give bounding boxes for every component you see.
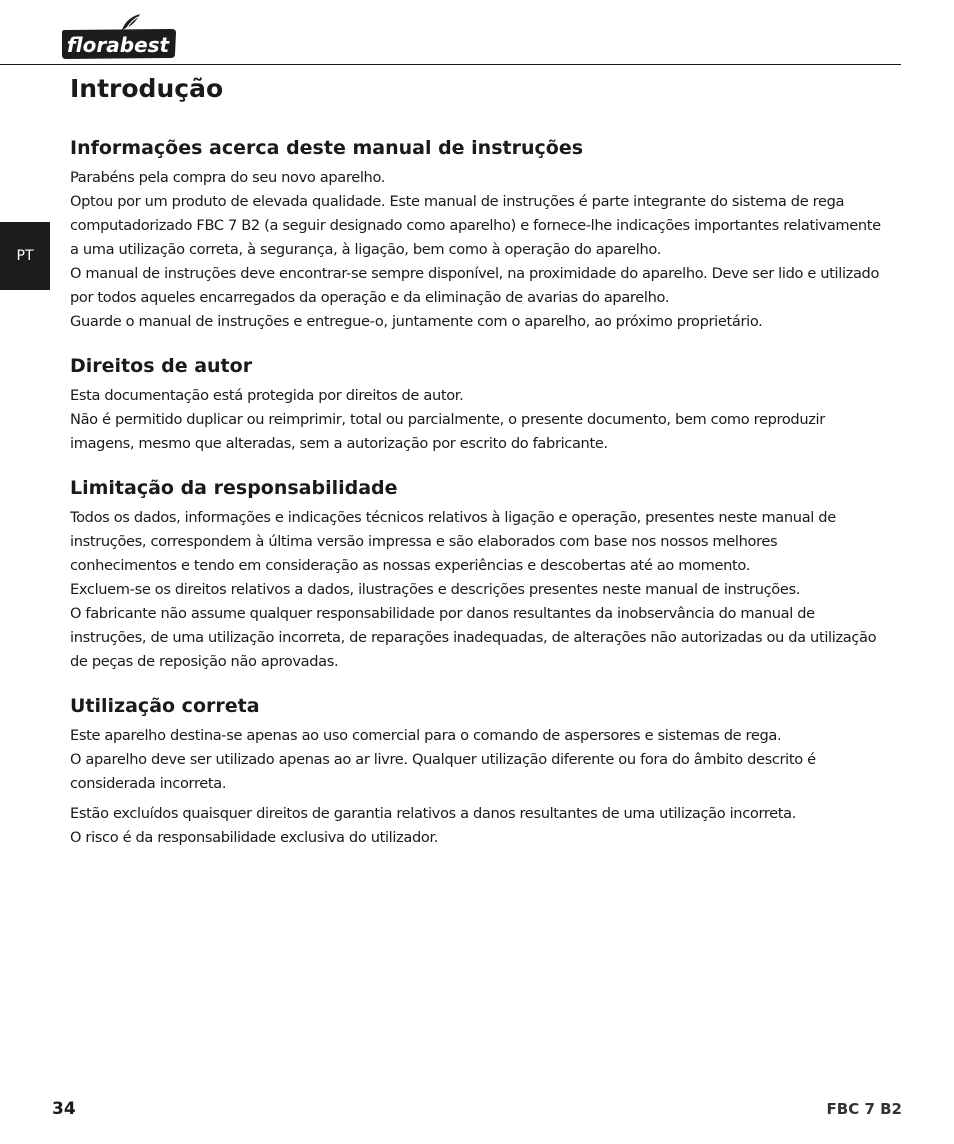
paragraph: Não é permitido duplicar ou reimprimir, total ou parcialmente, o presente documento, bem como reproduzir imagens, mesmo que alteradas, sem a autorização por escrito do fabricante. [70,411,825,452]
paragraph: Parabéns pela compra do seu novo aparelho. [70,169,386,186]
page-number: 34 [52,1099,76,1119]
logo-text: florabest [66,33,170,57]
section-liability [70,476,882,674]
section-correct-use [70,694,882,850]
language-tab-label: PT [16,248,34,264]
section-heading: Utilização correta [70,695,260,717]
section-heading: Direitos de autor [70,355,253,377]
paragraph: Guarde o manual de instruções e entregue-o, juntamente com o aparelho, ao próximo proprietário. [70,313,763,330]
paragraph: Esta documentação está protegida por direitos de autor. [70,387,464,404]
page-content [70,72,882,870]
section-heading: Informações acerca deste manual de instruções [70,137,584,159]
paragraph: Este aparelho destina-se apenas ao uso comercial para o comando de aspersores e sistemas de rega. [70,727,782,744]
paragraph: O aparelho deve ser utilizado apenas ao ar livre. Qualquer utilização diferente ou fora do âmbito descrito é considerada incorreta. [70,751,816,792]
florabest-logo-graphic [60,14,178,60]
paragraph: O risco é da responsabilidade exclusiva do utilizador. [70,829,439,846]
paragraph: O fabricante não assume qualquer responsabilidade por danos resultantes da inobservância do manual de instruções, de uma utilização incorreta, de reparações inadequadas, de alterações não autorizadas ou da utilização de peças de reposição não aprovadas. [70,605,877,670]
florabest-logo [60,14,178,60]
language-tab [0,222,50,290]
header-rule [0,64,901,65]
section-manual-info [70,136,882,334]
model-label: FBC 7 B2 [826,1100,902,1118]
paragraph: O manual de instruções deve encontrar-se sempre disponível, na proximidade do aparelho. Deve ser lido e utilizado por todos aqueles encarregados da operação e da eliminação de avarias do aparelho. [70,265,880,306]
section-copyright [70,354,882,456]
paragraph: Optou por um produto de elevada qualidade. Este manual de instruções é parte integrante do sistema de rega computadorizado FBC 7 B2 (a seguir designado como aparelho) e fornece-lhe indicações importantes relativamente a uma utilização correta, à segurança, à ligação, bem como à operação do aparelho. [70,193,881,258]
section-heading: Limitação da responsabilidade [70,477,398,499]
paragraph: Todos os dados, informações e indicações técnicos relativos à ligação e operação, presentes neste manual de instruções, correspondem à última versão impressa e são elaborados com base nos nossos melhores conhecimentos e tendo em consideração as nossas experiências e descobertas até ao momento. [70,509,836,574]
paragraph: Estão excluídos quaisquer direitos de garantia relativos a danos resultantes de uma utilização incorreta. [70,805,797,822]
paragraph: Excluem-se os direitos relativos a dados, ilustrações e descrições presentes neste manual de instruções. [70,581,801,598]
page-title: Introdução [70,74,224,103]
